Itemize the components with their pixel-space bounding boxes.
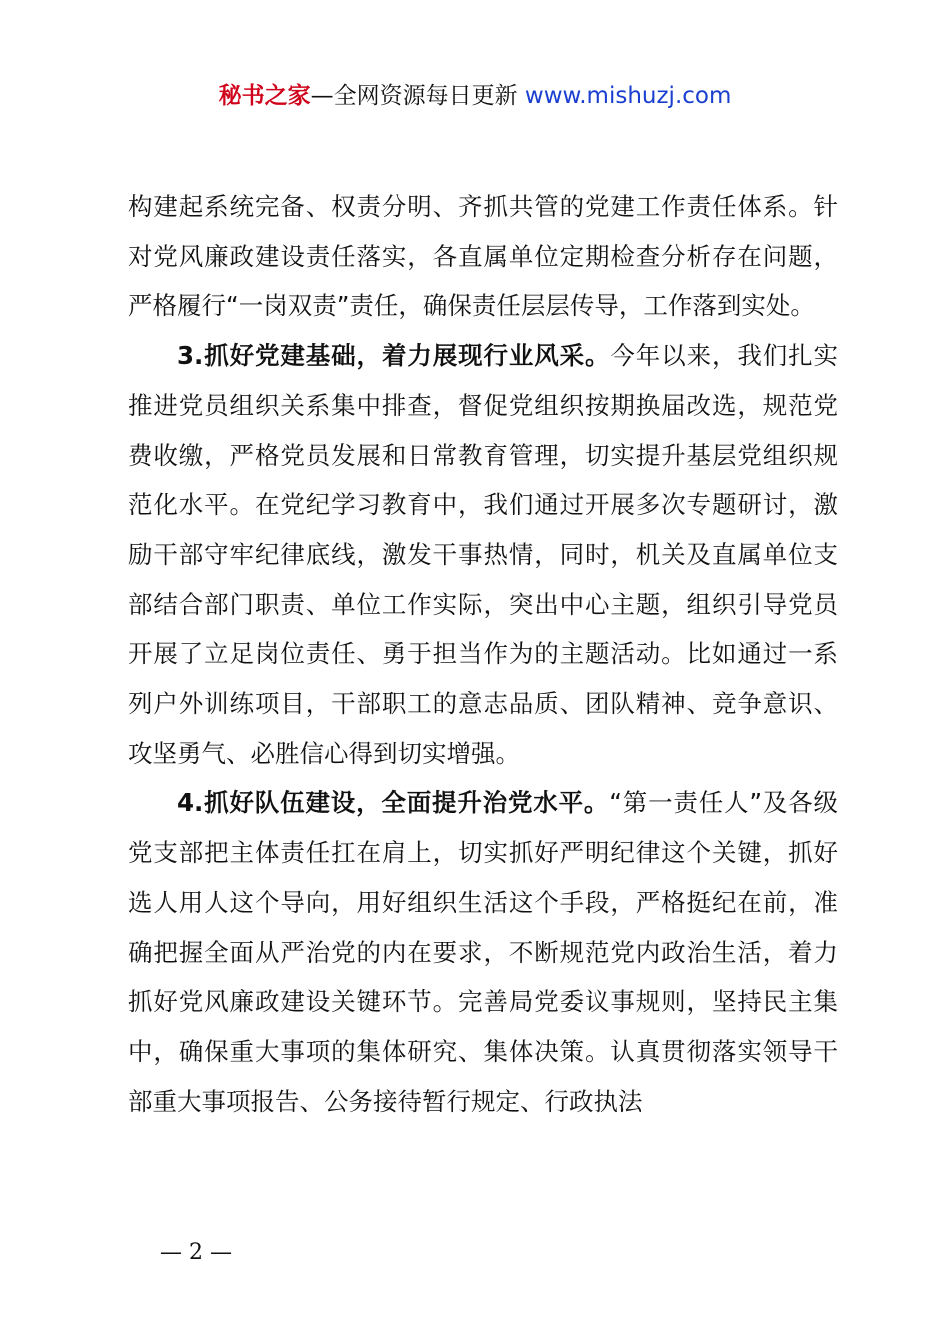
site-url-link[interactable]: www.mishuzj.com: [524, 83, 732, 109]
site-brand: 秘书之家: [218, 83, 311, 109]
paragraph-section-3: [128, 331, 838, 778]
document-body: [128, 182, 838, 1126]
paragraph-text: 今年以来，我们扎实推进党员组织关系集中排查，督促党组织按期换届改选，规范党费收缴，严格党员发展和日常教育管理，切实提升基层党组织规范化水平。在党纪学习教育中，我们通过开展多次专题研讨，激励干部守牢纪律底线，激发干事热情，同时，机关及直属单位支部结合部门职责、单位工作实际，突出中心主题，组织引导党员开展了立足岗位责任、勇于担当作为的主题活动。比如通过一系列户外训练项目，干部职工的意志品质、团队精神、竞争意识、攻坚勇气、必胜信心得到切实增强。: [128, 341, 839, 768]
site-header: [0, 78, 950, 114]
paragraph-text: 构建起系统完备、权责分明、齐抓共管的党建工作责任体系。针对党风廉政建设责任落实，各直属单位定期检查分析存在问题，严格履行“一岗双责”责任，确保责任层层传导，工作落到实处。: [128, 192, 838, 321]
paragraph-text: “第一责任人”及各级党支部把主体责任扛在肩上，切实抓好严明纪律这个关键，抓好选人用人这个导向，用好组织生活这个手段，严格挺纪在前，准确把握全面从严治党的内在要求，不断规范党内政治生活，着力抓好党风廉政建设关键环节。完善局党委议事规则，坚持民主集中，确保重大事项的集体研究、集体决策。认真贯彻落实领导干部重大事项报告、公务接待暂行规定、行政执法: [128, 788, 838, 1116]
section-heading-4: 4.抓好队伍建设，全面提升治党水平。: [177, 788, 610, 818]
section-heading-3: 3.抓好党建基础，着力展现行业风采。: [177, 341, 611, 371]
site-slogan: —全网资源每日更新: [310, 83, 525, 109]
page-number: — 2 —: [160, 1240, 232, 1265]
paragraph-continuation: [128, 182, 838, 331]
paragraph-section-4: [128, 778, 838, 1126]
